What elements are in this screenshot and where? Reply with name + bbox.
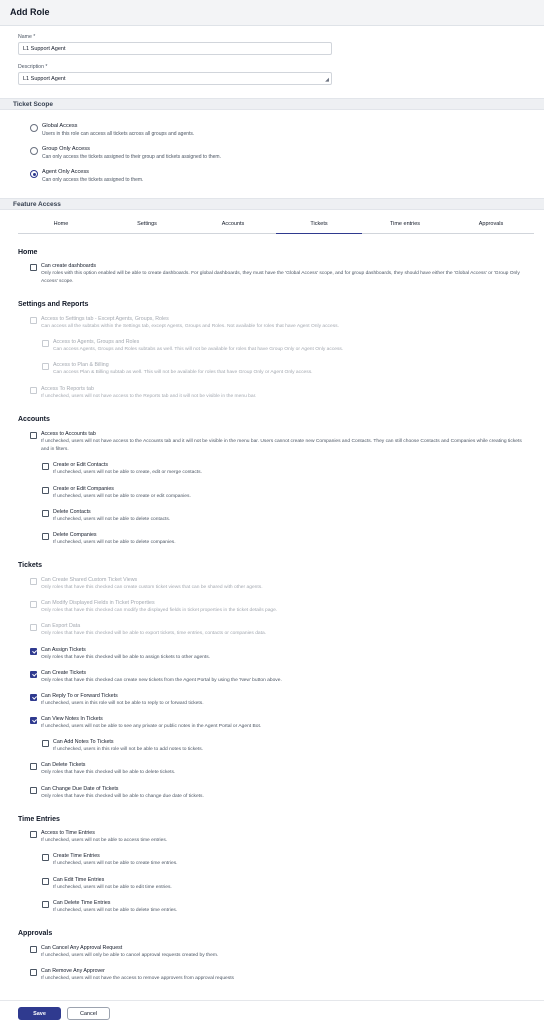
checkbox[interactable] bbox=[42, 510, 49, 517]
checkbox-label: Can Create Tickets bbox=[41, 670, 87, 676]
checkbox-description: If unchecked, users will not be able to delete time entries. bbox=[53, 908, 178, 913]
checkbox-description: If unchecked, users will not be able to delete contacts. bbox=[53, 517, 171, 522]
checkbox-label: Create or Edit Companies bbox=[53, 486, 114, 492]
checkbox-label: Access to Time Entries bbox=[41, 830, 95, 836]
radio-description: Can only access the tickets assigned to them. bbox=[42, 177, 144, 183]
checkbox-checked[interactable] bbox=[30, 717, 37, 724]
feature-access-header bbox=[0, 198, 544, 210]
settings-reports-section-title: Settings and Reports bbox=[18, 301, 89, 308]
accounts-section-title: Accounts bbox=[18, 416, 50, 423]
checkbox-description: Only roles that have this checked can create new tickets from the Agent Portal by using the 'New' button above. bbox=[41, 678, 282, 683]
checkbox-label: Can Create Shared Custom Ticket Views bbox=[41, 577, 138, 583]
checkbox[interactable] bbox=[30, 946, 37, 953]
checkbox-label: Access To Reports tab bbox=[41, 386, 94, 392]
checkbox[interactable] bbox=[42, 340, 49, 347]
checkbox[interactable] bbox=[30, 969, 37, 976]
checkbox-description: If unchecked, users will not be able to create time entries. bbox=[53, 861, 178, 866]
checkbox-label: Can Export Data bbox=[41, 623, 81, 629]
checkbox-description: Can access Plan & Billing subtab as well. This will not be available for roles that have Group Only or Agent Only access. bbox=[53, 370, 313, 375]
checkbox-description: If unchecked, users will not have access to the Accounts tab and it will not be visible in the menu bar. Users cannot create new Companies and Contacts. They can still choose Contacts and Companies while creating tickets and in filters. bbox=[41, 439, 522, 452]
radio-label: Global Access bbox=[42, 123, 78, 129]
checkbox-label: Delete Companies bbox=[53, 532, 97, 538]
radio-description: Can only access the tickets assigned to their group and tickets assigned to them. bbox=[42, 154, 221, 160]
checkbox-label: Can View Notes In Tickets bbox=[41, 716, 103, 722]
resize-handle-icon[interactable]: ◢ bbox=[325, 77, 329, 83]
radio-label: Agent Only Access bbox=[42, 169, 89, 175]
checkbox[interactable] bbox=[30, 787, 37, 794]
checkbox[interactable] bbox=[30, 601, 37, 608]
checkbox[interactable] bbox=[30, 624, 37, 631]
tab-approvals[interactable]: Approvals bbox=[478, 221, 504, 227]
checkbox-label: Can Delete Tickets bbox=[41, 762, 86, 768]
tickets-section-title: Tickets bbox=[18, 562, 42, 569]
checkbox[interactable] bbox=[30, 831, 37, 838]
checkbox-label: Create Time Entries bbox=[53, 853, 100, 859]
name-label: Name * bbox=[18, 34, 36, 40]
checkbox-description: If unchecked, users will not be able to edit time entries. bbox=[53, 885, 172, 890]
feature-tabs bbox=[18, 218, 534, 234]
tab-settings[interactable]: Settings bbox=[137, 221, 157, 227]
name-value: L1 Support Agent bbox=[23, 46, 66, 52]
checkbox[interactable] bbox=[30, 763, 37, 770]
save-button[interactable]: Save bbox=[18, 1007, 61, 1020]
checkbox-checked[interactable] bbox=[30, 648, 37, 655]
name-input[interactable] bbox=[18, 42, 332, 55]
checkbox[interactable] bbox=[30, 317, 37, 324]
time-entries-section-title: Time Entries bbox=[18, 816, 60, 823]
checkbox[interactable] bbox=[42, 487, 49, 494]
approvals-section-title: Approvals bbox=[18, 930, 53, 937]
cancel-button[interactable]: Cancel bbox=[67, 1007, 110, 1020]
checkbox-description: If unchecked, users will not be able to delete companies. bbox=[53, 540, 176, 545]
checkbox[interactable] bbox=[42, 901, 49, 908]
radio-description: Users in this role can access all tickets across all groups and agents. bbox=[42, 131, 195, 137]
checkbox[interactable] bbox=[30, 432, 37, 439]
checkbox[interactable] bbox=[42, 878, 49, 885]
ticket-scope-title: Ticket Scope bbox=[13, 101, 53, 108]
checkbox-label: Can Reply To or Forward Tickets bbox=[41, 693, 118, 699]
checkbox-description: Only roles that have this checked can modify the displayed fields in ticket properties in the ticket details page. bbox=[41, 608, 278, 613]
checkbox-label: Can Assign Tickets bbox=[41, 647, 86, 653]
checkbox-description: If unchecked, users will not be able to access time entries. bbox=[41, 838, 168, 843]
checkbox-checked[interactable] bbox=[30, 671, 37, 678]
checkbox-label: Access to Agents, Groups and Roles bbox=[53, 339, 140, 345]
checkbox-description: If unchecked, users in this role will not be able to reply to or forward tickets. bbox=[41, 701, 204, 706]
checkbox[interactable] bbox=[42, 463, 49, 470]
checkbox[interactable] bbox=[30, 264, 37, 271]
checkbox-description: Only roles that have this checked will be able to delete tickets. bbox=[41, 770, 176, 775]
description-value: L1 Support Agent bbox=[23, 76, 66, 82]
checkbox-label: Create or Edit Contacts bbox=[53, 462, 109, 468]
radio-button[interactable] bbox=[30, 124, 38, 132]
checkbox-description: If unchecked, users will not have the access to remove approvers from approval requests bbox=[41, 976, 235, 981]
checkbox[interactable] bbox=[30, 578, 37, 585]
checkbox-label: Can Remove Any Approver bbox=[41, 968, 105, 974]
checkbox-description: Only roles that have this checked will be able to change due date of tickets. bbox=[41, 794, 204, 799]
checkbox[interactable] bbox=[42, 363, 49, 370]
checkbox-description: If unchecked, users will only be able to cancel approval requests created by them. bbox=[41, 953, 219, 958]
checkbox-description: Only roles with this option enabled will be able to create dashboards. For global dashboards, they must have the 'Global Access' scope, and for group dashboards, they should have either the 'Global Access' or 'Group Only Access' scope. bbox=[41, 271, 520, 284]
checkbox-description: Only roles that have this checked will be able to assign tickets to other agents. bbox=[41, 655, 211, 660]
checkbox-label: Access to Plan & Billing bbox=[53, 362, 109, 368]
radio-label: Group Only Access bbox=[42, 146, 90, 152]
checkbox-description: If unchecked, users will not be able to create, edit or merge contacts. bbox=[53, 470, 202, 475]
checkbox-label: Can Add Notes To Tickets bbox=[53, 739, 114, 745]
checkbox-label: Can Modify Displayed Fields in Ticket Properties bbox=[41, 600, 155, 606]
checkbox-label: Can Cancel Any Approval Request bbox=[41, 945, 123, 951]
checkbox[interactable] bbox=[42, 533, 49, 540]
modal-header bbox=[0, 0, 544, 26]
ticket-scope-header bbox=[0, 98, 544, 110]
checkbox-description: Can access Agents, Groups and Roles subtabs as well. This will not be available for roles that have Group Only or Agent Only access. bbox=[53, 347, 344, 352]
checkbox-label: Can create dashboards bbox=[41, 263, 97, 269]
description-label: Description * bbox=[18, 64, 48, 70]
checkbox-description: Only roles that have this checked will be able to export tickets, time entries, contacts or companies data. bbox=[41, 631, 267, 636]
checkbox[interactable] bbox=[30, 387, 37, 394]
radio-button[interactable] bbox=[30, 147, 38, 155]
tab-accounts[interactable]: Accounts bbox=[221, 221, 245, 227]
checkbox-description: If unchecked, users will not be able to see any private or public notes in the Agent Portal or Agent Bot. bbox=[41, 724, 262, 729]
checkbox-description: Only roles that have this checked can create custom ticket views that can be shared with other agents. bbox=[41, 585, 263, 590]
checkbox[interactable] bbox=[42, 854, 49, 861]
checkbox-checked[interactable] bbox=[30, 694, 37, 701]
checkbox-label: Access to Settings tab - Except Agents, Groups, Roles bbox=[41, 316, 169, 322]
modal-footer bbox=[0, 1000, 544, 1024]
page-title: Add Role bbox=[10, 7, 50, 17]
checkbox[interactable] bbox=[42, 740, 49, 747]
checkbox-description: If unchecked, users in this role will not be able to add notes to tickets. bbox=[53, 747, 204, 752]
checkbox-description: Can access all the subtabs within the Settings tab, except Agents, Groups and Roles. Not available for roles that have Agent Only access. bbox=[41, 324, 339, 329]
checkbox-label: Can Change Due Date of Tickets bbox=[41, 786, 119, 792]
radio-button-selected[interactable] bbox=[30, 170, 38, 178]
tab-time-entries[interactable]: Time entries bbox=[389, 221, 421, 227]
home-section-title: Home bbox=[18, 249, 38, 256]
checkbox-description: If unchecked, users will not have access to the Reports tab and it will not be visible in the menu bar. bbox=[41, 394, 257, 399]
feature-access-title: Feature Access bbox=[13, 201, 61, 208]
tab-home[interactable]: Home bbox=[53, 221, 69, 227]
tab-tickets[interactable]: Tickets bbox=[276, 221, 362, 234]
checkbox-label: Can Edit Time Entries bbox=[53, 877, 105, 883]
checkbox-label: Access to Accounts tab bbox=[41, 431, 96, 437]
description-textarea[interactable] bbox=[18, 72, 332, 85]
checkbox-label: Can Delete Time Entries bbox=[53, 900, 111, 906]
checkbox-description: If unchecked, users will not be able to create or edit companies. bbox=[53, 494, 191, 499]
checkbox-label: Delete Contacts bbox=[53, 509, 91, 515]
